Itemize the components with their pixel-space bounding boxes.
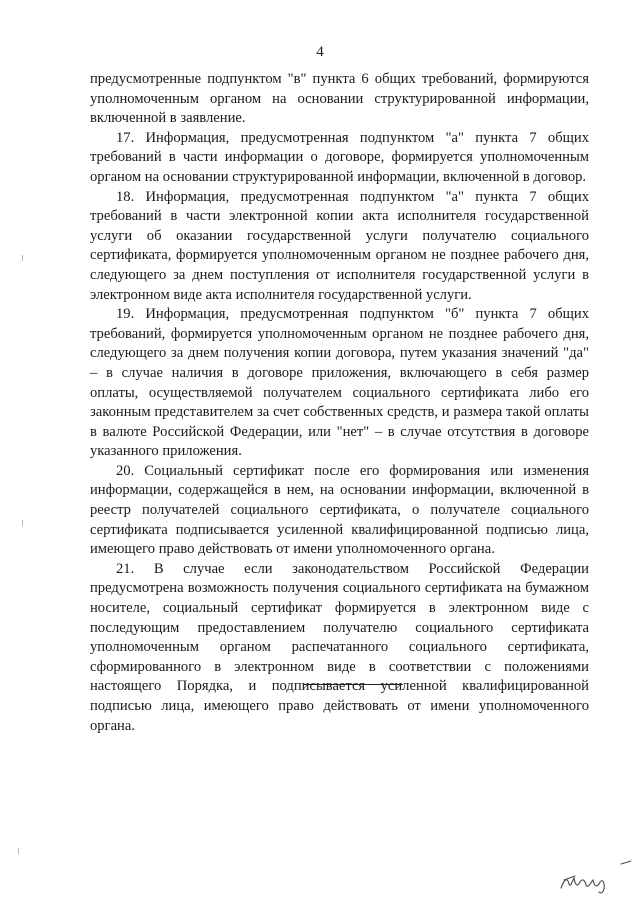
scan-mark [22,520,23,526]
document-body [90,70,589,736]
paragraph-19: 19. Информация, предусмотренная подпунктом "б" пункта 7 общих требований, формируется уполномоченным органом не позднее рабочего дня, следующего за днем получения копии договора, путем указания значений "да" – в случае наличия в договоре приложения, включающего в себя размер оплаты, осуществляемой получателем социального сертификата либо его законным представителем за счет собственных средств, и размера такой оплаты в валюте Российской Федерации, или "нет" – в случае отсутствия в договоре указанного приложения. [90,306,589,460]
signature-icon [555,858,635,898]
paragraph-20: 20. Социальный сертификат после его формирования или изменения информации, содержащейся в нем, на основании информации, включенной в реестр получателей социального сертификата, о получателе социального сертификата подписывается усиленной квалифицированной подписью лица, имеющего право действовать от имени уполномоченного органа. [90,462,589,558]
paragraph-21: 21. В случае если законодательством Российской Федерации предусмотрена возможность получения социального сертификата на бумажном носителе, социальный сертификат формируется в электронном виде с последующим предоставлением получателю социального сертификата уполномоченным органом распечатанного социального сертификата, сформированного в электронном виде в соответствии с положениями настоящего Порядка, и подписывается усиленной квалифицированной подписью лица, имеющего право действовать от имени уполномоченного органа. [90,560,589,734]
scan-mark [22,255,23,261]
paragraph-continuation: предусмотренные подпунктом "в" пункта 6 общих требований, формируются уполномоченным органом на основании структурированной информации, включенной в заявление. [90,71,589,127]
paragraph-18: 18. Информация, предусмотренная подпунктом "а" пункта 7 общих требований в части электронной копии акта исполнителя государственной услуги об оказании государственной услуги получателю социального сертификата, формируется уполномоченным органом не позднее рабочего дня, следующего за днем поступления от исполнителя государственной услуги в электронном виде акта исполнителя государственной услуги. [90,188,589,303]
end-divider [303,684,403,685]
scan-mark [18,848,19,854]
page-number: 4 [316,44,324,60]
paragraph-17: 17. Информация, предусмотренная подпунктом "а" пункта 7 общих требований в части информации о договоре, формируется уполномоченным органом на основании структурированной информации, включенной в договор. [90,129,589,185]
